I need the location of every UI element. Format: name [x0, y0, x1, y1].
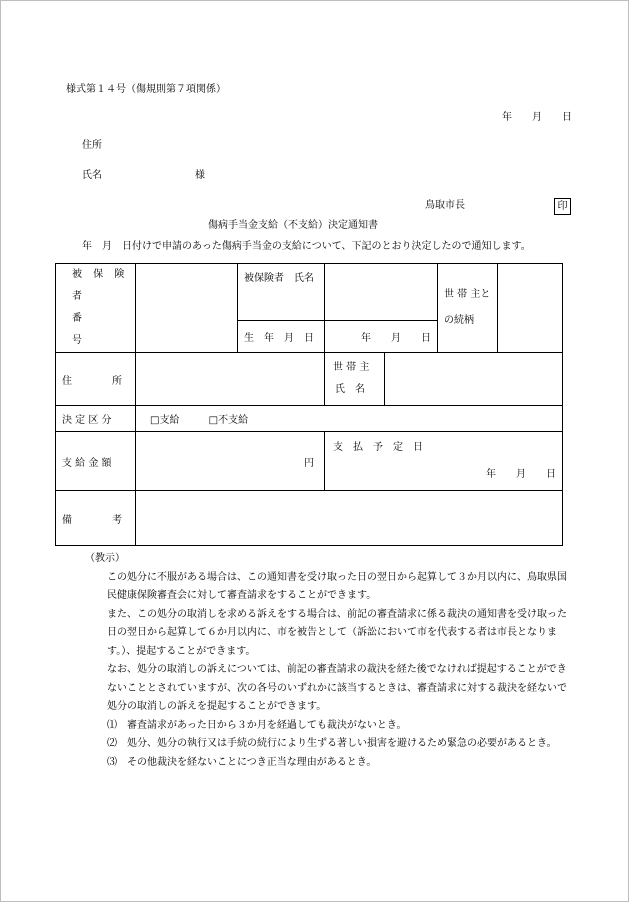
amount-value[interactable] — [136, 432, 325, 491]
remarks-value[interactable] — [136, 491, 563, 546]
instruction-p3: なお、処分の取消しの訴えについては、前記の審査請求の裁決を経た後でなければ提起することができないこととされていますが、次の各号のいずれかに該当するときは、審査請求に対する裁決を経ないで処分の取消しの訴えを提起することができます。 — [107, 664, 567, 712]
instruction-p1: この処分に不服がある場合は、この通知書を受け取った日の翌日から起算して３か月以内に、鳥取県国民健康保険審査会に対して審査請求をすることができます。 — [107, 571, 567, 601]
decision-pay-checkbox[interactable]: □支給 — [150, 415, 180, 426]
decision-options — [136, 406, 563, 432]
instruction-item-1: ⑴ 審査請求があった日から３か月を経過しても裁決がないとき。 — [107, 719, 407, 731]
relation-label-2: の続柄 — [444, 315, 474, 326]
address-value[interactable] — [136, 353, 325, 406]
amount-unit: 円 — [304, 457, 314, 469]
birth-label: 生 年 月 日 — [238, 321, 325, 353]
relation-label-cell — [438, 264, 498, 353]
instructions-heading: （教示） — [85, 553, 125, 564]
relation-value[interactable] — [498, 264, 563, 353]
insured-number-label-1: 被 保 険 者 — [72, 269, 129, 302]
instruction-item-3: ⑶ その他裁決を経ないことにつき正当な理由があるとき。 — [107, 756, 377, 768]
remarks-label: 備 考 — [56, 491, 136, 546]
insured-number-label-cell — [56, 264, 136, 353]
relation-label-1: 世 帯 主と — [444, 289, 491, 300]
decision-table — [55, 263, 563, 546]
decision-label: 決 定 区 分 — [56, 406, 136, 432]
recipient-name-label: 氏名 — [82, 170, 102, 181]
document-title: 傷病手当金支給（不支給）決定通知書 — [208, 220, 378, 231]
birth-value[interactable]: 年 月 日 — [325, 321, 438, 353]
insured-number-label-2: 番 号 — [72, 313, 136, 346]
householder-label-2: 氏 名 — [335, 384, 365, 395]
intro-text: 年 月 日付けで申請のあった傷病手当金の支給について、下記のとおり決定したので通知します。 — [82, 241, 531, 252]
householder-label-cell — [325, 353, 385, 406]
instructions — [85, 550, 575, 772]
seal-box: 印 — [554, 198, 571, 215]
honorific: 様 — [195, 170, 205, 181]
insured-name-label: 被保険者 氏名 — [238, 264, 325, 321]
recipient-address-label: 住所 — [82, 140, 102, 151]
instruction-item-2: ⑵ 処分、処分の執行又は手続の続行により生ずる著しい損害を避けるため緊急の必要があるとき。 — [107, 738, 557, 749]
address-label: 住 所 — [56, 353, 136, 406]
householder-value[interactable] — [385, 353, 563, 406]
issue-date: 年 月 日 — [502, 112, 572, 123]
issuer: 鳥取市長 — [425, 200, 465, 211]
payday-label: 支 払 予 定 日 — [333, 442, 423, 453]
householder-label-1: 世 帯 主 — [333, 362, 370, 373]
amount-label: 支 給 金 額 — [56, 432, 136, 491]
instruction-p2: また、この処分の取消しを求める訴えをする場合は、前記の審査請求に係る裁決の通知書を受け取った日の翌日から起算して６か月以内に、市を被告として（訴訟において市を代表する者は市長となります。）、提起することができます。 — [107, 608, 567, 657]
insured-number-value[interactable] — [136, 264, 238, 353]
form-number: 様式第１４号（傷規則第７項関係） — [66, 84, 226, 95]
payday-value: 年 月 日 — [486, 469, 556, 480]
decision-nopay-checkbox[interactable]: □不支給 — [208, 415, 249, 426]
payday-cell[interactable] — [325, 432, 563, 491]
insured-name-value[interactable] — [325, 264, 438, 321]
